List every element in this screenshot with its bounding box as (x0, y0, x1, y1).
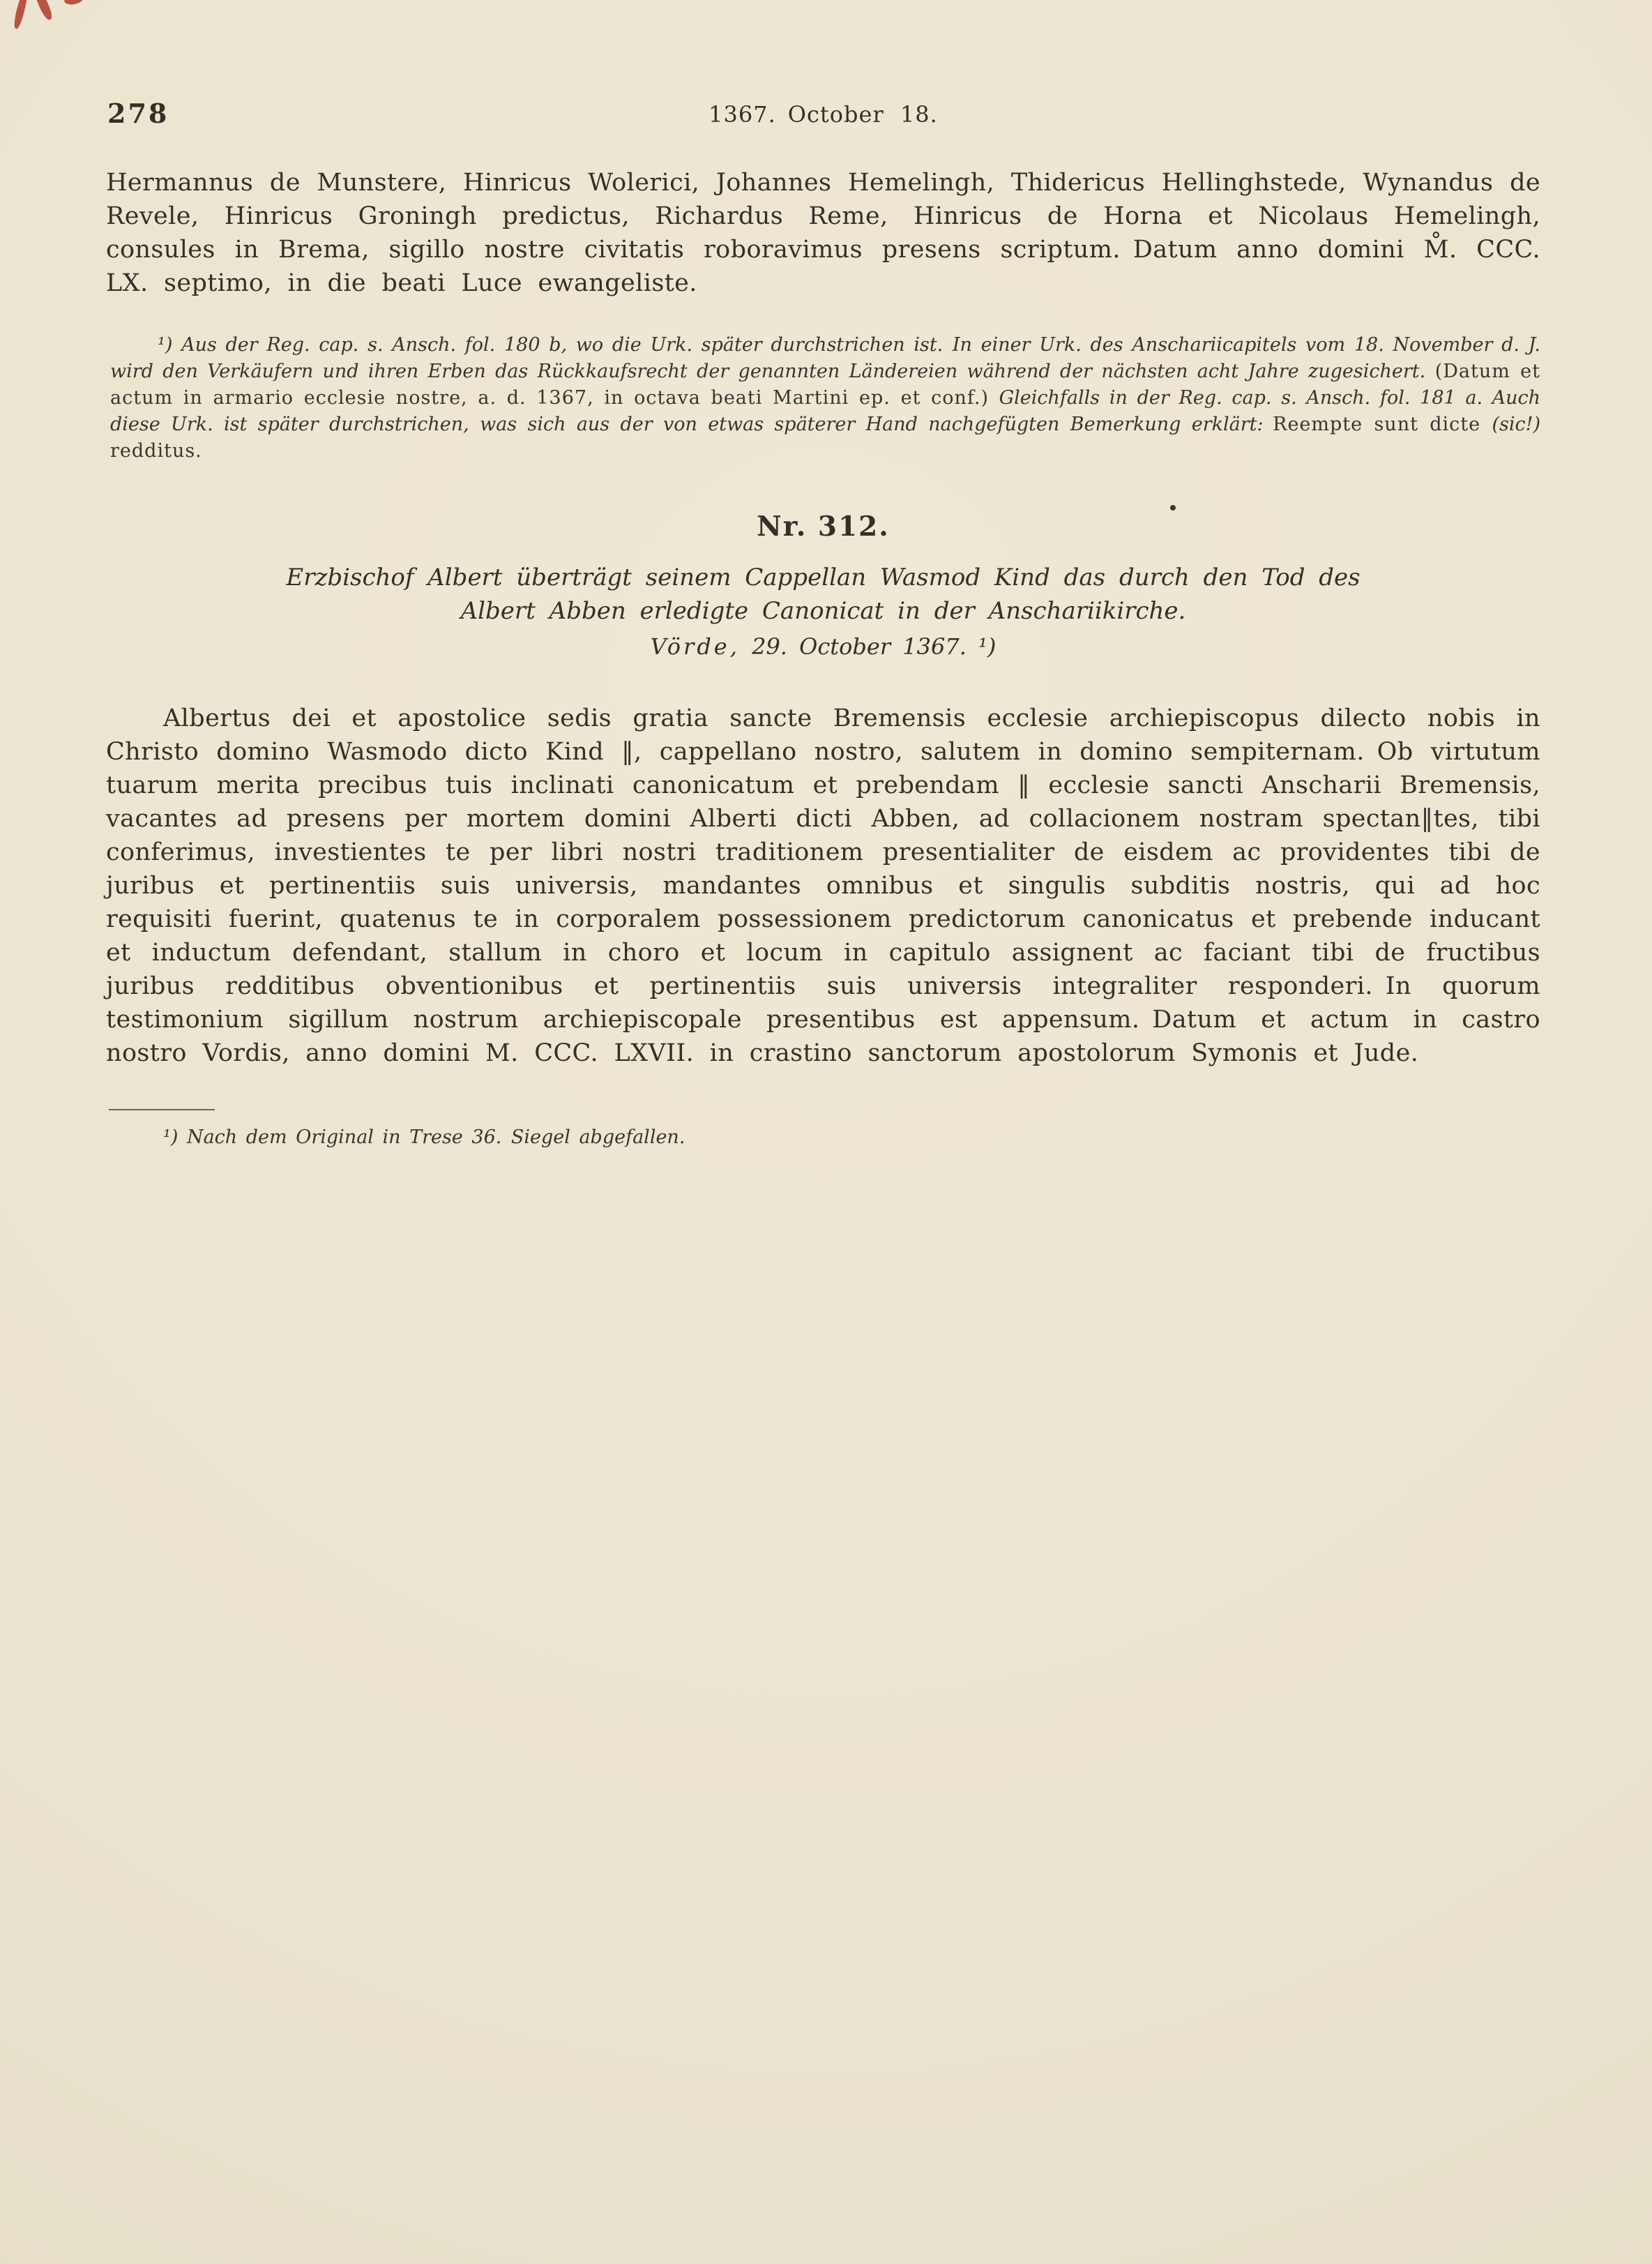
footnote-entry-312: ¹) Nach dem Original in Trese 36. Siegel abgefallen. (163, 1126, 685, 1148)
dateline-date: 29. October 1367. ¹) (752, 633, 996, 660)
red-ink-stroke (33, 0, 54, 22)
entry-summary-line-1: Erzbischof Albert überträgt seinem Cappellan Wasmod Kind das durch den Tod des (286, 564, 1361, 591)
page-number: 278 (107, 98, 169, 129)
running-head: 1367. October 18. (708, 101, 938, 128)
footnote-text-roman: redditus. (110, 440, 202, 462)
page-content (106, 166, 1540, 1151)
ink-speck (1170, 505, 1176, 511)
footnote-previous-entry (110, 332, 1540, 465)
footnote-rule (109, 1109, 215, 1110)
footnote-text-italic: (sic!) (1492, 414, 1540, 435)
footnote-text-italic: Gleichfalls in der Reg. cap. s. Ansch. fol. 181 a. Auch diese Urk. ist später durchstrichen, was sich aus der von etwas späterer Hand nachgefügten Bemerkung erklärt: (110, 387, 1540, 435)
charter-continuation-text: Hermannus de Munstere, Hinricus Wolerici, Johannes Hemelingh, Thidericus Hellinghstede, Wynandus de Revele, Hinricus Groningh predictus, Richardus Reme, Hinricus de Horna et Nicolaus Hemelingh, consules in Brema, sigillo nostre civitatis roboravimus presens scriptum. Datum anno domini M̊. CCC. LX. septimo, in die beati Luce ewangeliste. (106, 169, 1540, 297)
red-ink-marks (0, 0, 119, 56)
footnote-text-italic: ¹) Aus der Reg. cap. s. Ansch. fol. 180 b, wo die Urk. später durchstrichen ist. In einer Urk. des Anschariicapitels vom 18. November d. J. wird den Verkäufern und ihren Erben das Rückkaufsrecht der genannten Ländereien während der nächsten acht Jahre zugesichert. (110, 334, 1540, 382)
entry-dateline (106, 633, 1540, 660)
page-header (106, 98, 1540, 135)
entry-number-heading: Nr. 312. (757, 511, 890, 543)
footnote-text-roman: Reempte sunt dicte (1273, 414, 1492, 435)
entry-summary (106, 561, 1540, 628)
red-ink-stroke (13, 0, 29, 30)
red-ink-stroke (63, 0, 84, 6)
entry-summary-line-2: Albert Abben erledigte Canonicat in der Anschariikirche. (460, 597, 1186, 625)
dateline-place: Vörde, (650, 633, 740, 660)
footnote-text-roman: (Datum et actum in armario ecclesie nostre, a. d. 1367, in octava beati Martini ep. et conf.) (110, 361, 1541, 409)
charter-body-text: Albertus dei et apostolice sedis gratia sancte Bremensis ecclesie archiepiscopus dilecto nobis in Christo domino Wasmodo dicto Kind ‖, cappellano nostro, salutem in domino sempiternam. Ob virtutum tuarum merita precibus tuis inclinati canonicatum et prebendam ‖ ecclesie sancti Anscharii Bremensis, vacantes ad presens per mortem domini Alberti dicti Abben, ad collacionem nostram spectan‖tes, tibi conferimus, investientes te per libri nostri traditionem presentialiter de eisdem ac providentes tibi de juribus et pertinentiis suis universis, mandantes omnibus et singulis subditis nostris, qui ad hoc requisiti fuerint, quatenus te in corporalem possessionem predictorum canonicatus et prebende inducant et inductum defendant, stallum in choro et locum in capitulo assignent ac faciant tibi de fructibus juribus redditibus obventionibus et pertinentiis suis universis integraliter responderi. In quorum testimonium sigillum nostrum archiepiscopale presentibus est appensum. Datum et actum in castro nostro Vordis, anno domini M. CCC. LXVII. in crastino sanctorum apostolorum Symonis et Jude. (106, 704, 1540, 1067)
